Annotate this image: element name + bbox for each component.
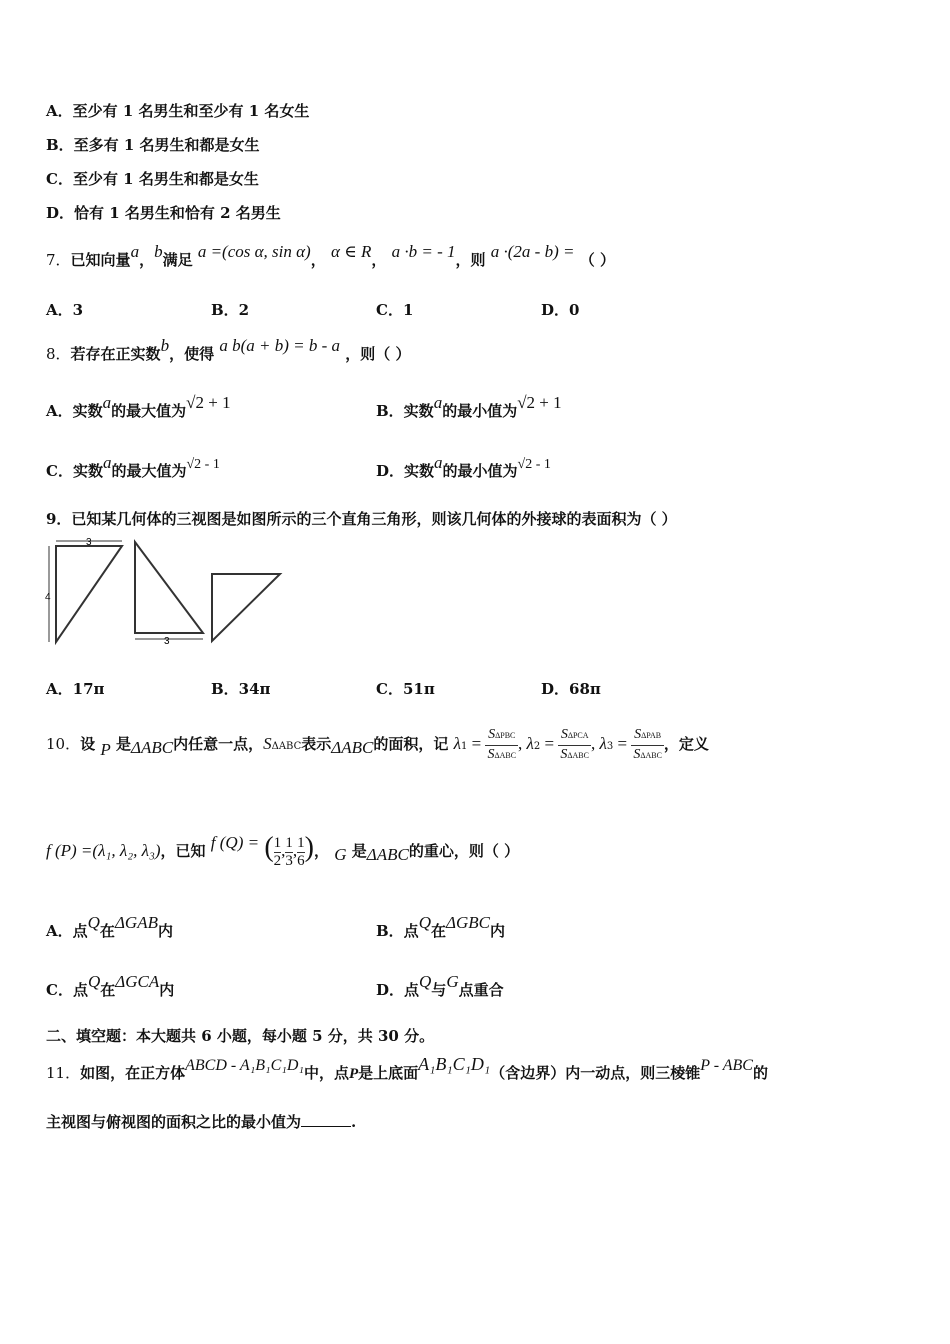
q9-option-d: D．68π: [541, 680, 601, 698]
q8-option-b: [376, 393, 562, 421]
q6-option-a: A．至少有 1 名男生和至少有 1 名女生: [46, 102, 310, 120]
q9-three-views-figure: [44, 538, 294, 648]
q10-var-s: S: [263, 734, 272, 753]
q8-option-b-post: 的最小值为: [442, 402, 518, 420]
q10-option-a-q: Q: [87, 913, 100, 932]
q10-lambda-1: λ: [453, 734, 461, 753]
q10-option-c-q: Q: [87, 972, 101, 991]
q8-text-3: ，则（ ）: [345, 345, 411, 363]
q7-dot-product: a ·b = - 1: [391, 242, 456, 261]
q8-option-c-pre: C．实数: [46, 462, 103, 480]
q8-option-c: [46, 453, 220, 481]
q10-var-p: P: [100, 740, 111, 759]
q7-vector-def: a =(cos α, sin α): [197, 242, 311, 261]
q8-option-a-value: √2 + 1: [186, 393, 231, 412]
q10-lambda-3-sub: 3: [606, 741, 614, 752]
q10-text-9: 是: [351, 842, 367, 860]
q8-option-c-var: a: [102, 453, 112, 472]
q10-frac-third: [285, 835, 293, 870]
q10-fraction-1: $\frac{\text{SΔPBC}}{\text{SΔABC}}$: [487, 726, 517, 762]
q10-lambda-3: λ: [599, 734, 607, 753]
q10-triangle: ΔABC: [130, 738, 174, 757]
q10-lambda-2-sub: 2: [533, 741, 541, 752]
q10-fraction-1-den: ΔABC: [494, 750, 517, 760]
q11-text-3: 是上底面: [358, 1064, 419, 1082]
q10-fraction-2-den: ΔABC: [567, 750, 589, 760]
q10-frac-sixth: [297, 835, 305, 870]
q10-frac-third-den: 3: [285, 852, 293, 869]
q10-var-g: G: [334, 845, 347, 864]
q6-option-b: B．至多有 1 名男生和都是女生: [46, 136, 260, 154]
q10-option-c-pre: C．点: [46, 981, 88, 999]
q11-text-2: 中，点: [303, 1064, 349, 1082]
q10-option-d-mid: 与: [431, 981, 447, 999]
q10-fraction-1-num: ΔPBC: [495, 730, 516, 740]
q11-text-1: 如图，在正方体: [80, 1064, 186, 1082]
q9-option-b: B．34π: [211, 680, 271, 698]
q8-option-b-pre: B．实数: [376, 402, 434, 420]
q11-cube: ABCD - A₁B₁C₁D₁: [185, 1057, 304, 1074]
q7-stem: [46, 242, 615, 271]
q10-stem-line-2: f (P) =(λ₁, λ₂, λ₃)，已知 f (Q) = ( $\frac{1}{2}$ , $\frac{1}{3}$ , $\frac{1}{6}$ )， G 是ΔABC的重心，则（ ）: [46, 832, 520, 869]
q10-option-b-pre: B．点: [376, 922, 419, 940]
q10-frac-third-num: 1: [285, 834, 293, 851]
q7-expression: a ·(2a - b) =: [490, 242, 575, 261]
q7-text-3: ，则: [455, 251, 486, 269]
q8-var-b: b: [160, 336, 170, 355]
q10-text-2: 是: [115, 735, 131, 753]
q9-front-view: [49, 541, 122, 642]
q10-f-of-p: f (P) =(λ₁, λ₂, λ₃): [46, 841, 161, 860]
q8-option-b-value: √2 + 1: [517, 393, 562, 412]
q9-option-a: A．17π: [46, 680, 105, 698]
q10-option-b: [376, 913, 505, 941]
q8-text-1: 若存在正实数: [70, 345, 161, 363]
q11-number: 11．: [46, 1064, 81, 1082]
q7-comma-3: ，: [371, 251, 387, 269]
q11-face: A₁B₁C₁D₁: [418, 1054, 491, 1074]
q10-text-1: 设: [80, 735, 96, 753]
q8-option-a-pre: A．实数: [46, 402, 103, 420]
q10-lambda-2: λ: [526, 734, 534, 753]
q9-dim-top: 3: [86, 538, 92, 548]
q11-stem-line-2: [46, 1111, 356, 1133]
q11-text-5: 的: [752, 1064, 768, 1082]
q8-option-d-var: a: [434, 453, 443, 472]
q9-option-c: C．51π: [376, 680, 435, 698]
q7-var-b: b: [154, 242, 163, 261]
q8-equation: a b(a + b) = b - a: [219, 336, 340, 355]
q8-number: 8．: [46, 345, 71, 363]
q10-text-3: 内任意一点，: [173, 735, 264, 753]
q7-number: 7．: [46, 251, 71, 269]
q10-lambda-1-sub: 1: [460, 741, 468, 752]
q10-option-b-post: 内: [489, 922, 505, 940]
q10-option-a-post: 内: [157, 922, 173, 940]
q10-frac-sixth-den: 6: [297, 852, 305, 869]
q7-text-1: 已知向量: [70, 251, 131, 269]
q9-dim-side: 4: [45, 592, 51, 603]
q10-option-c-tri: ΔGCA: [115, 972, 160, 991]
q10-option-d-pre: D．点: [376, 981, 420, 999]
q11-var-p: P: [348, 1066, 359, 1082]
q6-option-d: D．恰有 1 名男生和恰有 2 名男生: [46, 204, 281, 222]
q7-comma: ，: [139, 251, 155, 269]
q8-stem: [46, 336, 411, 365]
q10-frac-half-num: 1: [273, 834, 282, 851]
q10-stem: 10．设 P 是ΔABC内任意一点，SΔABC表示ΔABC的面积，记 λ1 = $\frac{\text{SΔPBC}}{\text{SΔABC}}$ , λ2 = $\frac{\text{SΔPCA}}{\text{SΔABC}}$ , λ3 = $\frac{\text{SΔPAB}}{\text{SΔABC}}$ ，定义: [46, 722, 709, 769]
q10-option-d-q: Q: [419, 972, 432, 991]
q8-text-2: ，使得: [169, 345, 215, 363]
q10-option-d-post: 点重合: [458, 981, 504, 999]
q7-option-b: B．2: [211, 301, 250, 319]
q10-text-7: ，已知: [160, 842, 206, 860]
q8-option-c-value: √2 - 1: [186, 457, 220, 472]
q10-fraction-3-den: ΔABC: [640, 750, 662, 760]
q7-condition: α ∈ R: [330, 242, 372, 261]
q8-option-d-post: 的最小值为: [442, 462, 518, 480]
q10-option-a-tri: ΔGAB: [114, 913, 158, 932]
section-2-heading: 二、填空题：本大题共 6 小题，每小题 5 分，共 30 分。: [46, 1027, 435, 1045]
q10-option-b-tri: ΔGBC: [445, 913, 490, 932]
q7-option-a: A．3: [46, 301, 84, 319]
q7-option-c: C．1: [376, 301, 414, 319]
q10-triangle-2: ΔABC: [331, 738, 374, 757]
q10-var-s-sub: ΔABC: [271, 741, 302, 752]
q10-fraction-2-num: ΔPCA: [567, 730, 589, 740]
q7-comma-2: ，: [310, 251, 326, 269]
q10-text-10: 的重心，则（ ）: [408, 842, 520, 860]
q10-fraction-3: $\frac{\text{SΔPAB}}{\text{SΔABC}}$: [633, 726, 662, 762]
q10-fraction-3-num: ΔPAB: [641, 730, 662, 740]
q10-option-a: [46, 913, 173, 941]
q8-option-d: [376, 453, 551, 481]
q10-option-a-pre: A．点: [46, 922, 88, 940]
q7-var-a: a: [130, 242, 140, 261]
q10-option-b-mid: 在: [430, 922, 446, 940]
q9-side-view: [135, 542, 203, 639]
q8-option-a-var: a: [102, 393, 112, 412]
q9-stem: 9．已知某几何体的三视图是如图所示的三个直角三角形，则该几何体的外接球的表面积为（ ）: [46, 510, 677, 528]
q10-option-c: [46, 972, 175, 1000]
q10-f-of-q: f (Q) =: [210, 833, 260, 852]
q10-frac-sixth-num: 1: [297, 834, 305, 851]
q9-top-view: [212, 574, 280, 641]
q10-text-4: 表示: [301, 735, 332, 753]
q11-stem: [46, 1054, 768, 1085]
q11-text-line-2: 主视图与俯视图的面积之比的最小值为: [46, 1113, 302, 1131]
q6-option-c: C．至少有 1 名男生和都是女生: [46, 170, 259, 188]
q8-option-d-value: √2 - 1: [517, 457, 551, 472]
q11-pyramid: P - ABC: [700, 1057, 753, 1074]
q8-option-c-post: 的最大值为: [111, 462, 187, 480]
q7-text-2: 满足: [162, 251, 193, 269]
q10-fraction-2: $\frac{\text{SΔPCA}}{\text{SΔABC}}$: [560, 726, 589, 762]
q11-end: .: [351, 1113, 357, 1131]
q7-option-d: D．0: [541, 301, 580, 319]
q8-option-a-post: 的最大值为: [111, 402, 187, 420]
q10-triangle-3: ΔABC: [366, 845, 409, 864]
q10-frac-half-den: 2: [273, 852, 282, 869]
q8-option-b-var: a: [433, 393, 443, 412]
q10-text-8: ，: [313, 842, 329, 860]
q10-option-b-q: Q: [418, 913, 431, 932]
q10-number: 10．: [46, 735, 81, 753]
q10-option-d-tri: G: [446, 972, 459, 991]
q10-text-5: 的面积，记: [373, 735, 449, 753]
q9-dim-bottom: 3: [164, 636, 170, 647]
q10-option-a-mid: 在: [99, 922, 115, 940]
q7-paren: （ ）: [579, 251, 615, 269]
q11-answer-blank[interactable]: [301, 1112, 351, 1127]
q10-option-c-post: 内: [159, 981, 175, 999]
q10-option-d: [376, 972, 504, 1000]
q8-option-d-pre: D．实数: [376, 462, 435, 480]
q10-option-c-mid: 在: [100, 981, 116, 999]
q8-option-a: [46, 393, 231, 421]
q11-text-4: （含边界）内一动点，则三棱锥: [490, 1064, 701, 1082]
q10-text-6: ，定义: [663, 735, 709, 753]
